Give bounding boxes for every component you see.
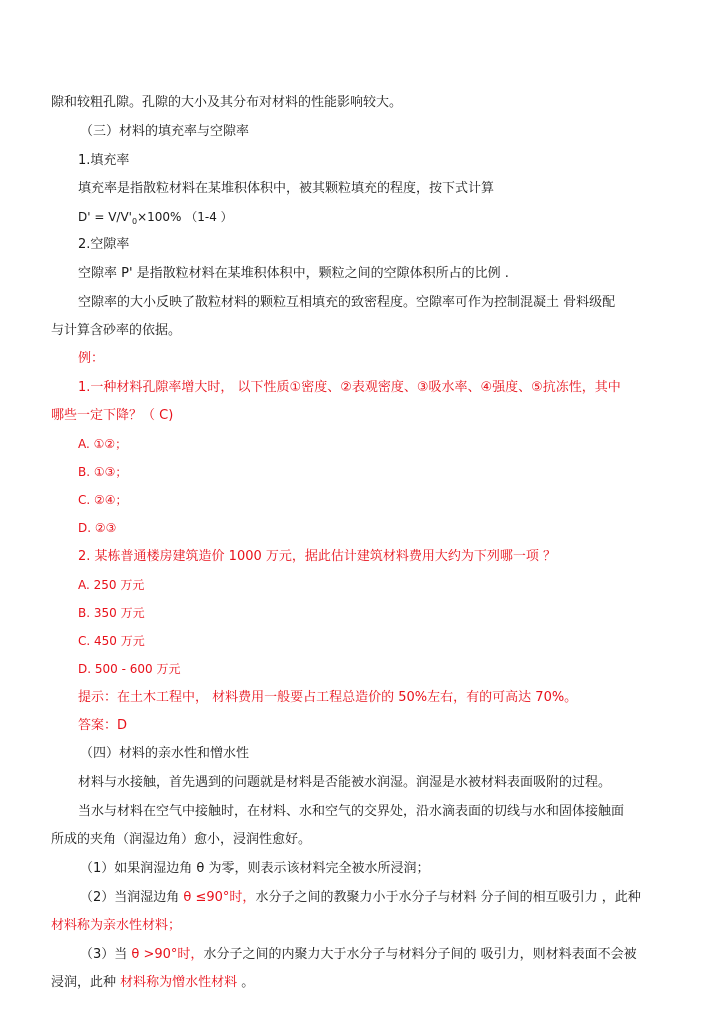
- answer-text: 答案：D: [78, 718, 128, 733]
- section-heading-4: （四）材料的亲水性和憎水性: [80, 746, 250, 761]
- list-item-3: [80, 947, 637, 963]
- hydrophilic-definition: 材料称为亲水性材料；: [51, 918, 182, 933]
- option-a: A. 250 万元: [78, 578, 145, 592]
- list-item-text: （3）当: [80, 947, 132, 962]
- paragraph-line: 与计算含砂率的依据。: [51, 323, 182, 338]
- option-b: B. ①③；: [78, 465, 128, 479]
- list-item-2: [80, 890, 641, 906]
- paragraph-line: 所成的夹角（润湿边角）愈小，浸润性愈好。: [51, 832, 312, 847]
- list-item-text: 水分子之间的内聚力大于水分子与材料分子间的 吸引力，则材料表面不会被: [203, 947, 637, 962]
- list-item-1: （1）如果润湿边角 θ 为零，则表示该材料完全被水所浸润；: [80, 861, 430, 876]
- formula-tail: ×100% （1-4 ）: [137, 210, 233, 224]
- question-1: 1.一种材料孔隙率增大时， 以下性质①密度、②表观密度、③吸水率、④强度、⑤抗冻性，其中: [78, 380, 621, 395]
- formula-subscript: 0: [131, 217, 138, 226]
- list-item-text: 。: [237, 975, 255, 990]
- option-b: B. 350 万元: [78, 606, 145, 620]
- list-item-text: （2）当润湿边角: [80, 890, 184, 905]
- paragraph-line: 填充率是指散粒材料在某堆积体积中，被其颗粒填充的程度，按下式计算: [78, 181, 495, 196]
- paragraph-line: 材料与水接触，首先遇到的问题就是材料是否能被水润湿。润湿是水被材料表面吸附的过程。: [78, 775, 612, 790]
- paragraph-line: 空隙率 P' 是指散粒材料在某堆积体积中，颗粒之间的空隙体积所占的比例 .: [78, 266, 509, 281]
- paragraph-line: 当水与材料在空气中接触时，在材料、水和空气的交界处，沿水滴表面的切线与水和固体接触面: [78, 804, 625, 819]
- question-2: 2. 某栋普通楼房建筑造价 1000 万元，据此估计建筑材料费用大约为下列哪一项 ？: [78, 549, 557, 564]
- angle-condition: θ >90°时，: [131, 947, 204, 962]
- hint-text: 提示：在土木工程中， 材料费用一般要占工程总造价的 50%左右，有的可高达 70%。: [78, 690, 578, 705]
- section-heading-3: （三）材料的填充率与空隙率: [80, 124, 250, 139]
- formula-main: D' = V/V': [78, 210, 132, 224]
- option-c: C. 450 万元: [78, 634, 145, 648]
- hydrophobic-definition: 材料称为憎水性材料: [120, 975, 238, 990]
- option-d: D. ②③: [78, 521, 117, 535]
- list-item-text: 浸润，此种: [51, 975, 121, 990]
- paragraph-line: 空隙率的大小反映了散粒材料的颗粒互相填充的致密程度。空隙率可作为控制混凝土 骨料级配: [78, 295, 616, 310]
- paragraph-line: 隙和较粗孔隙。孔隙的大小及其分布对材料的性能影响较大。: [51, 95, 403, 110]
- list-item-text: 水分子之间的教聚力小于水分子与材料 分子间的相互吸引力 ，此种: [255, 890, 641, 905]
- example-label: 例：: [78, 351, 105, 366]
- question-1-cont: 哪些一定下降？（ C): [51, 408, 174, 423]
- angle-condition: θ ≤90°时，: [183, 890, 256, 905]
- option-d: D. 500 - 600 万元: [78, 662, 181, 676]
- subheading-void-rate: 2.空隙率: [78, 237, 130, 252]
- subheading-fill-rate: 1.填充率: [78, 153, 130, 168]
- option-c: C. ②④；: [78, 493, 128, 507]
- option-a: A. ①②；: [78, 437, 128, 451]
- list-item-3-cont: [51, 975, 254, 991]
- formula-1-4: [78, 209, 233, 230]
